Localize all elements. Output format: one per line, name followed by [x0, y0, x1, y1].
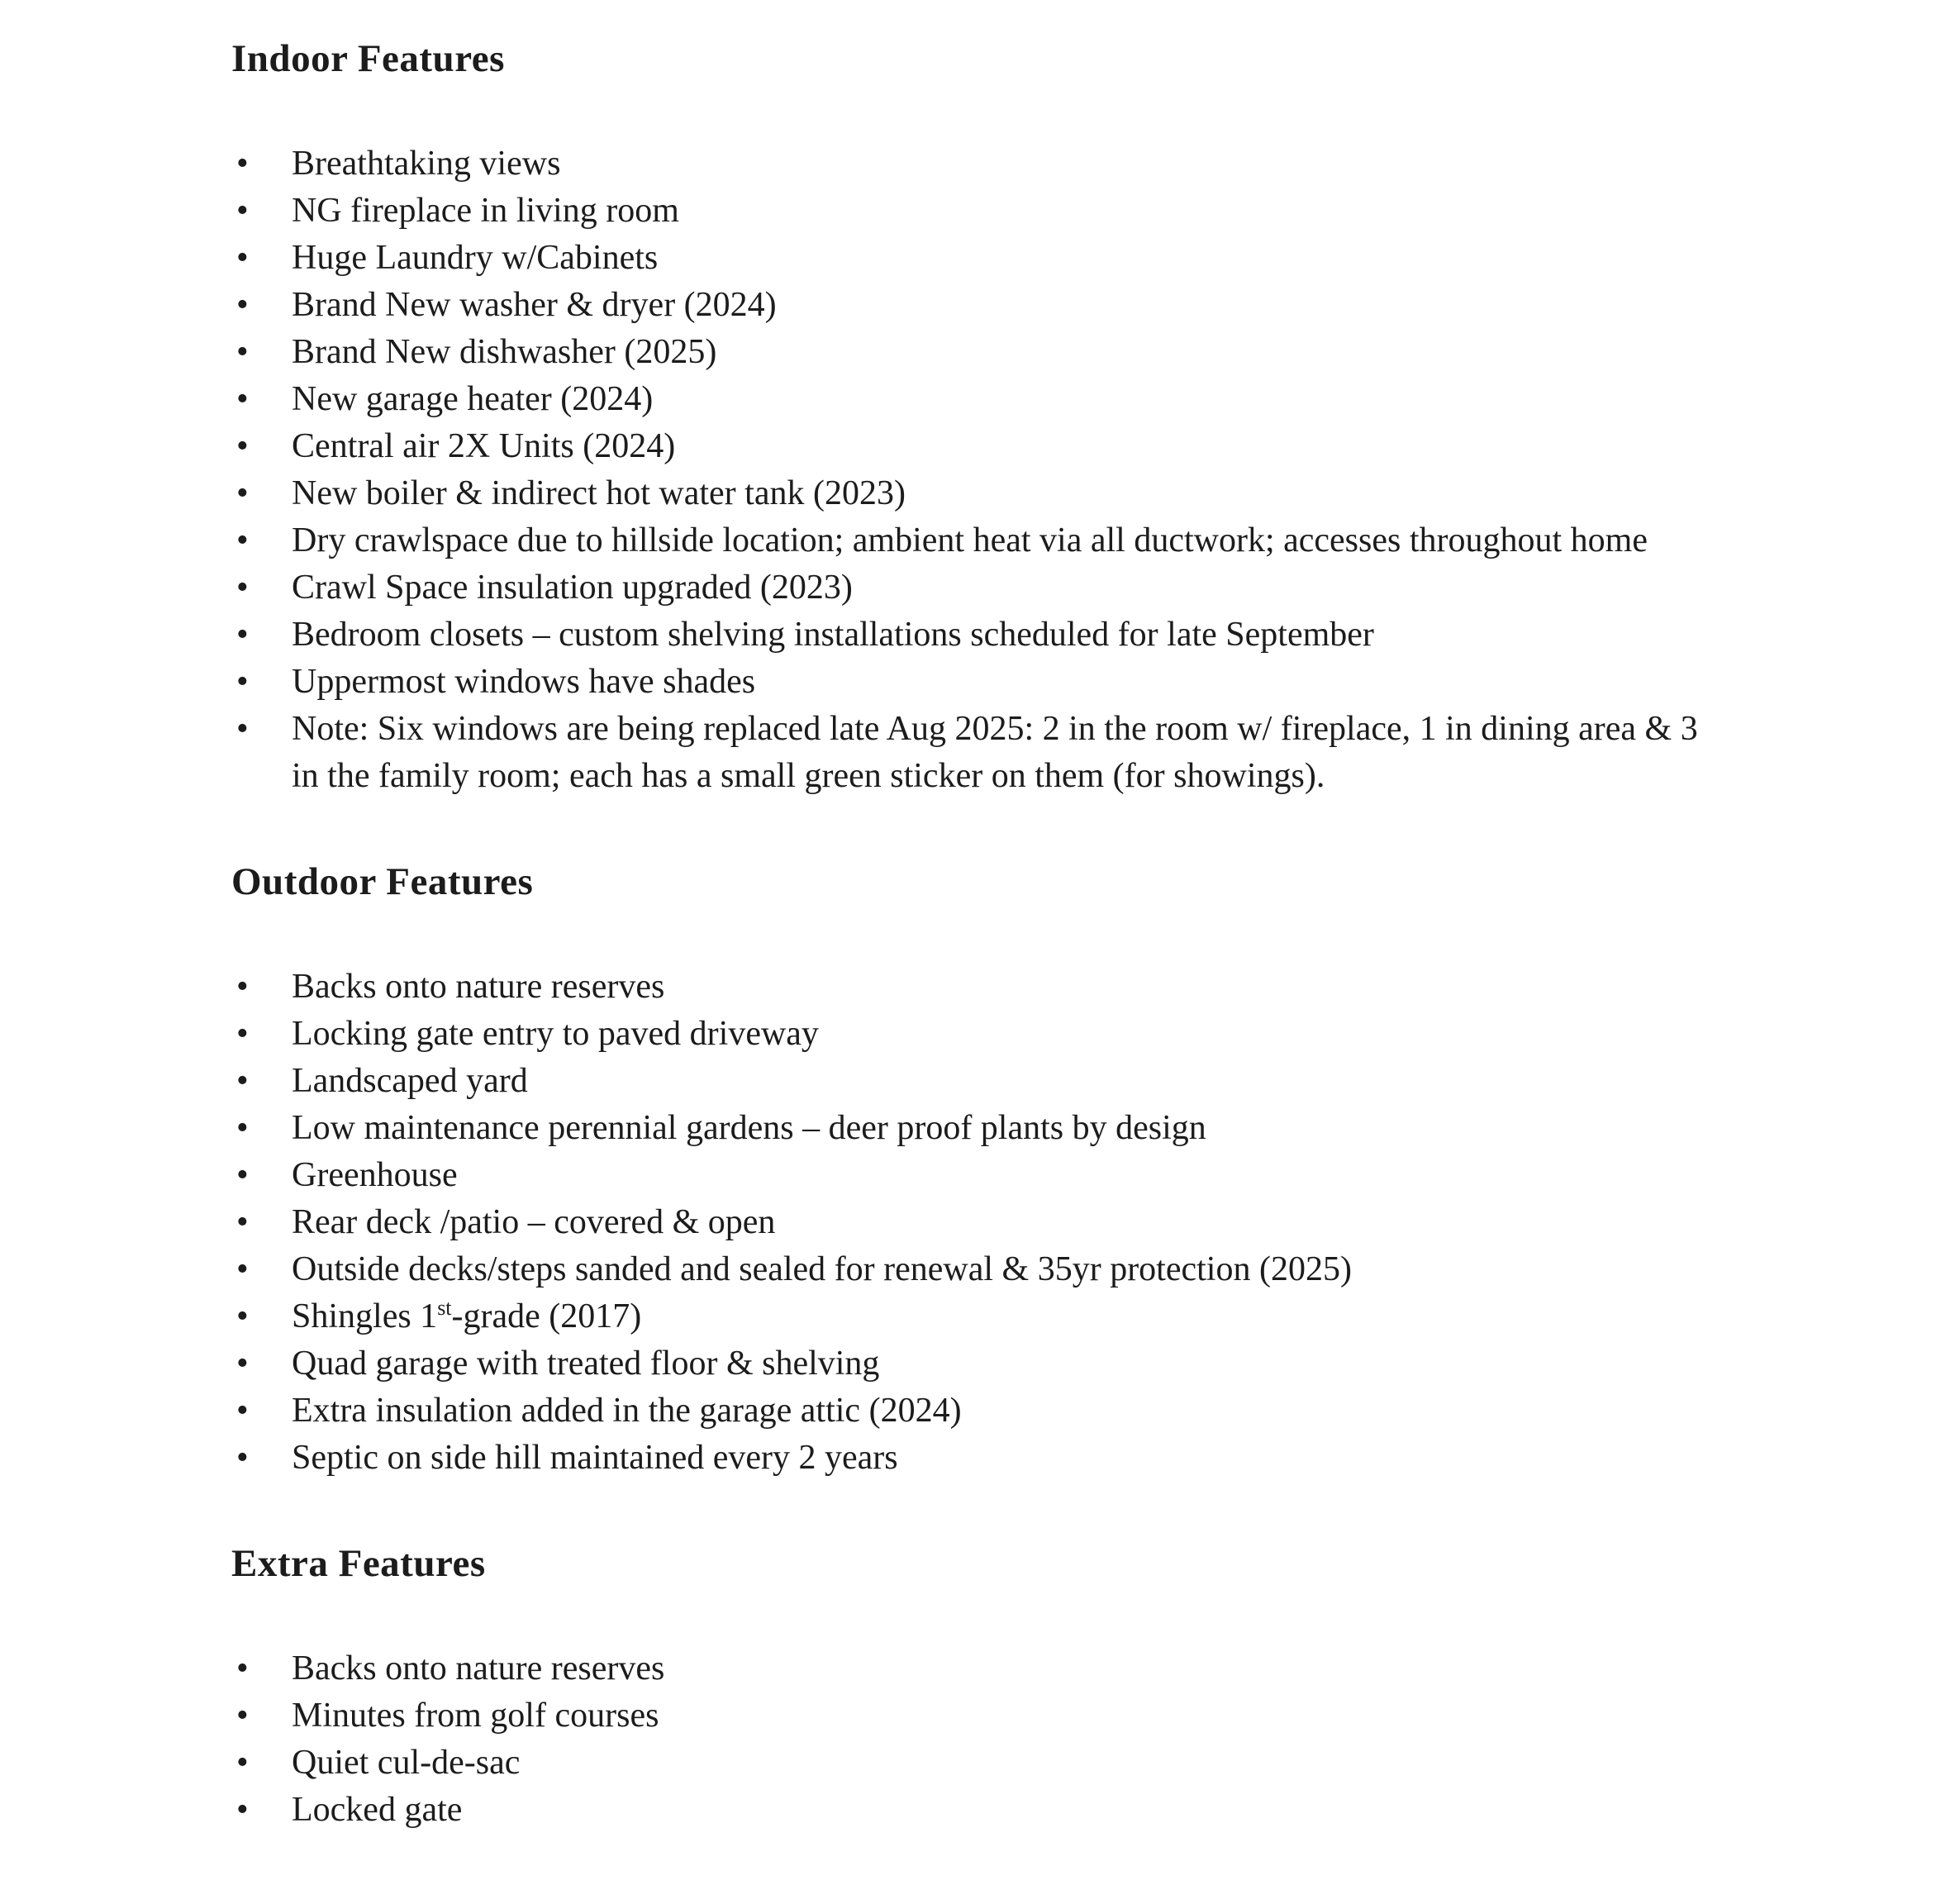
section-extra-features [231, 1541, 1724, 1834]
list-item: • Dry crawlspace due to hillside location; ambient heat via all ductwork; accesses throughout home [231, 517, 1710, 564]
list-item: • Greenhouse [231, 1152, 1710, 1199]
section-outdoor-features [231, 859, 1724, 1482]
feature-list [231, 1645, 1710, 1834]
list-item: • Crawl Space insulation upgraded (2023) [231, 564, 1710, 612]
list-item: • Note: Six windows are being replaced late Aug 2025: 2 in the room w/ fireplace, 1 in dining area & 3 in the family room; each has a small green sticker on them (for showings). [231, 706, 1710, 800]
list-item: • NG fireplace in living room [231, 188, 1710, 235]
list-item: • Uppermost windows have shades [231, 659, 1710, 706]
list-item: • Outside decks/steps sanded and sealed for renewal & 35yr protection (2025) [231, 1246, 1710, 1293]
list-item: • Quiet cul-de-sac [231, 1740, 1710, 1787]
feature-list [231, 140, 1710, 800]
list-item: • Bedroom closets – custom shelving installations scheduled for late September [231, 612, 1710, 659]
list-item: • Quad garage with treated floor & shelving [231, 1340, 1710, 1388]
feature-list [231, 964, 1710, 1482]
section-heading: Extra Features [231, 1542, 486, 1585]
list-item: • Landscaped yard [231, 1058, 1710, 1105]
section-heading: Outdoor Features [231, 860, 534, 903]
list-item: • Backs onto nature reserves [231, 964, 1710, 1011]
list-item: • New garage heater (2024) [231, 376, 1710, 423]
list-item-text-pre: Shingles 1 [292, 1297, 438, 1335]
list-item [231, 1293, 1710, 1340]
list-item: • Huge Laundry w/Cabinets [231, 235, 1710, 282]
list-item: • Low maintenance perennial gardens – deer proof plants by design [231, 1105, 1710, 1152]
list-item-text-post: -grade (2017) [451, 1297, 642, 1335]
list-item: • Backs onto nature reserves [231, 1645, 1710, 1692]
list-item: • Locked gate [231, 1787, 1710, 1834]
list-item: • Locking gate entry to paved driveway [231, 1011, 1710, 1058]
list-item: • Extra insulation added in the garage attic (2024) [231, 1388, 1710, 1435]
list-item: • Brand New dishwasher (2025) [231, 329, 1710, 376]
list-item: • New boiler & indirect hot water tank (2023) [231, 470, 1710, 517]
section-heading: Indoor Features [231, 37, 505, 80]
section-indoor-features [231, 36, 1724, 800]
ordinal-superscript: st [437, 1296, 452, 1320]
list-item: • Central air 2X Units (2024) [231, 423, 1710, 470]
list-item: • Brand New washer & dryer (2024) [231, 282, 1710, 329]
list-item: • Breathtaking views [231, 140, 1710, 188]
list-item: • Minutes from golf courses [231, 1692, 1710, 1740]
list-item: • Rear deck /patio – covered & open [231, 1199, 1710, 1246]
list-item: • Septic on side hill maintained every 2 years [231, 1435, 1710, 1482]
